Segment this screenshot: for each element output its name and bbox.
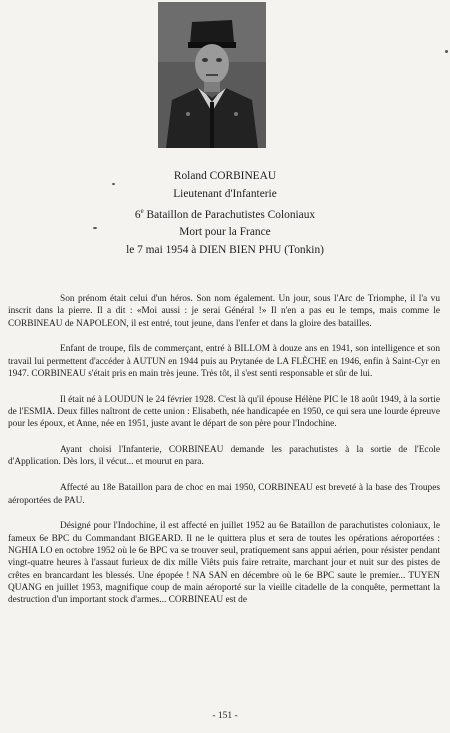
- paragraph-4: Ayant choisi l'Infanterie, CORBINEAU demande les parachutistes à la sortie de l'Ecole d'Application. Dès lors, il vécut... et mourut en para.: [8, 445, 440, 468]
- unit-rest: Bataillon de Parachutistes Coloniaux: [143, 208, 316, 221]
- paragraph-6: Désigné pour l'Indochine, il est affecté en juillet 1952 au 6e Bataillon de parachutistes coloniaux, le fameux 6e BPC du Commandant BIGEARD. Il ne le quittera plus et sera de toutes les opérations aéroportées : NGHIA LO en octobre 1952 où le 6e BPC va se trouver seul, pratiquement sans appui aérien, pour résister pendant vingt-quatre heures à l'assaut furieux de dix mille Viêts puis faire retraite, marchant jour et nuit sur des pistes de crêtes en brancardant les blessés. Une épopée ! NA SAN en décembre où le 6e BPC saute le premier... TUYEN QUANG en juillet 1953, magnifique coup de main aéroporté sur la vieille citadelle de la conquête, permettant la destruction d'un important stock d'armes... CORBINEAU est de: [8, 521, 440, 606]
- caption-block: [40, 168, 410, 259]
- body-text: [8, 293, 440, 618]
- portrait-photo: [158, 2, 266, 148]
- paragraph-2: Enfant de troupe, fils de commerçant, entré à BILLOM à douze ans en 1941, son intelligence et son travail lui permettent d'accéder à AUTUN en 1944 puis au Prytanée de LA FLÈCHE en 1946, enfin à Saint-Cyr en 1947. CORBINEAU s'était pris en main très jeune. Très tôt, il s'est senti responsable et sûr de lui.: [8, 344, 440, 379]
- paragraph-1: Son prénom était celui d'un héros. Son nom également. Un jour, sous l'Arc de Triomphe, il l'a vu inscrit dans la pierre. Il a dit : «Moi aussi : je serai Général !» Il n'en a pas eu le temps, mais comme le CORBINEAU de NAPOLEON, il est entré, tout jeune, dans l'enfer et dans la gloire des batailles.: [8, 294, 440, 329]
- rank: Lieutenant d'Infanterie: [173, 187, 277, 200]
- status: Mort pour la France: [179, 226, 271, 239]
- paragraph-5: Affecté au 18e Bataillon para de choc en mai 1950, CORBINEAU est breveté à la base des Troupes aéroportées de PAU.: [8, 483, 440, 506]
- paragraph-3: Il était né à LOUDUN le 24 février 1928. C'est là qu'il épouse Hélène PIC le 18 août 1949, à la sortie de l'ESMIA. Deux filles naîtront de cette union : Elisabeth, née handicapée en 1950, ce qui sera une lourde épreuve pour les époux, et Anne, née en 1951, juste avant le départ de son père pour l'Indochine.: [8, 394, 440, 430]
- page-number: - 151 -: [212, 711, 238, 721]
- scan-speck: [112, 183, 115, 185]
- scan-speck: [445, 50, 448, 53]
- date-place: le 7 mai 1954 à DIEN BIEN PHU (Tonkin): [126, 243, 324, 256]
- person-name: Roland CORBINEAU: [173, 170, 277, 182]
- scan-speck: [93, 227, 97, 229]
- unit: 6e Bataillon de Parachutistes Coloniaux: [134, 207, 316, 221]
